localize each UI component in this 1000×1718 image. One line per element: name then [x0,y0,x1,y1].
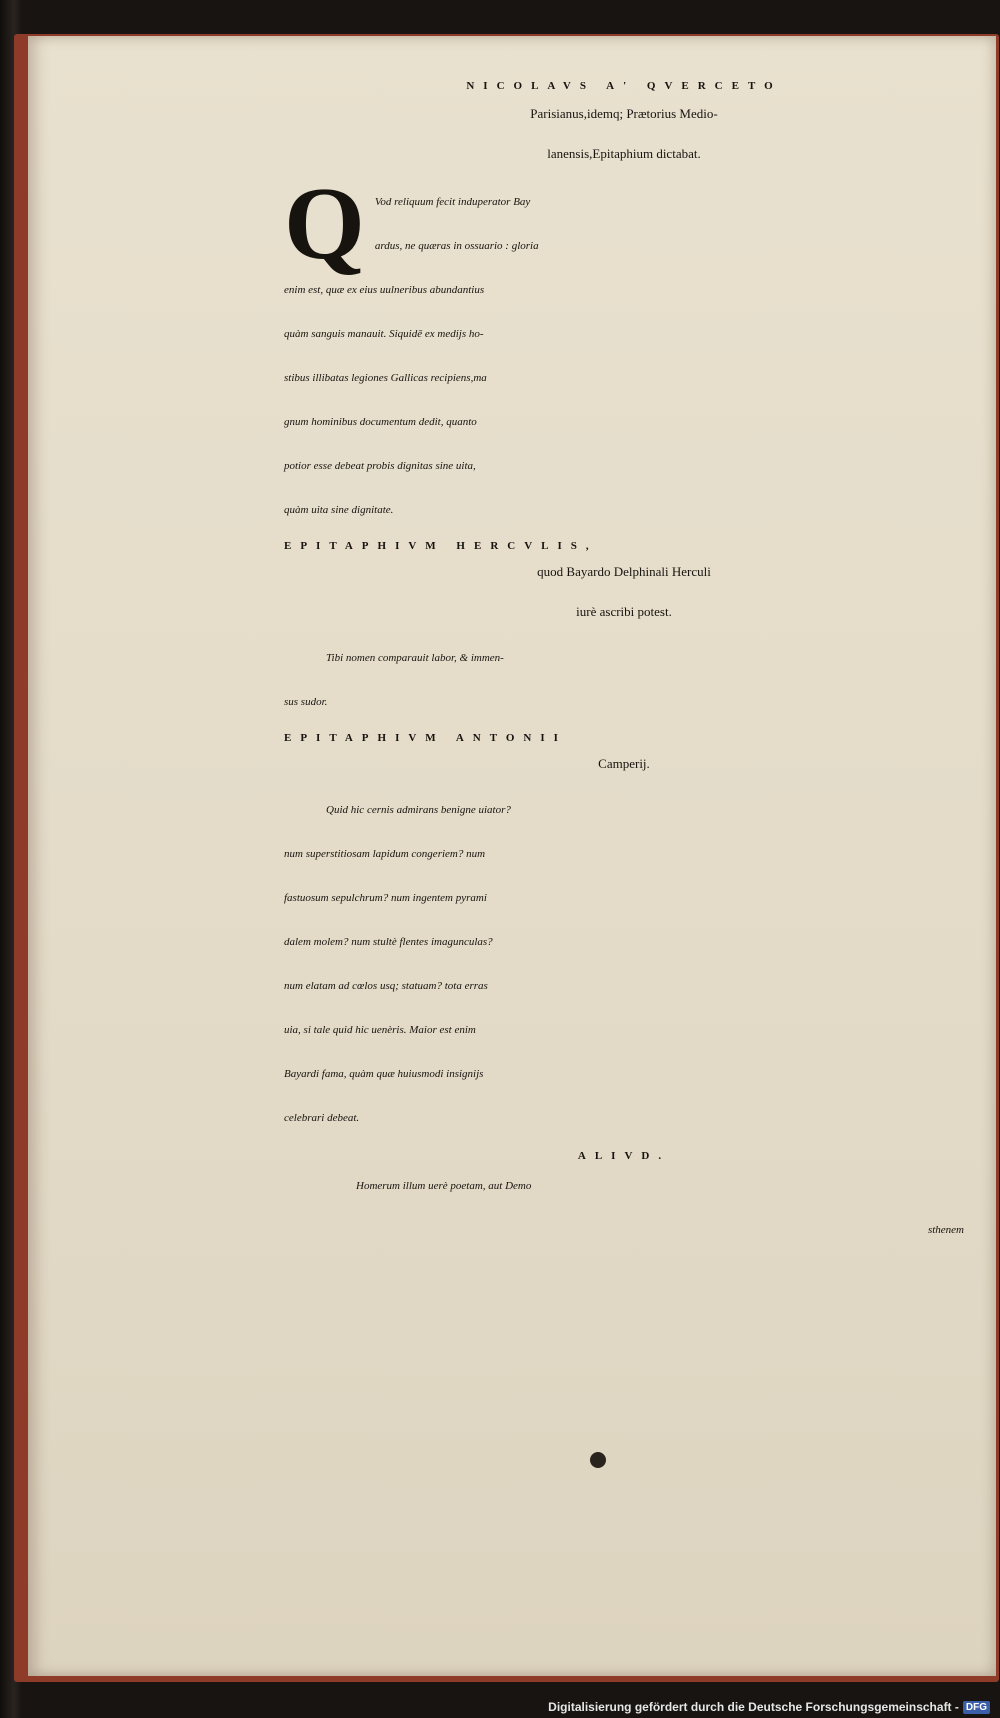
text-line: Vod reliquum fecit induperator Bay [374,196,531,208]
text-line: num elatam ad cœlos usq; statuam? tota erras [284,980,488,992]
epitaph-antonii-text [284,788,964,1140]
epitaph-hercules-sub-2: iurè ascribi potest. [576,604,672,619]
epitaph-hercules-sub-1: quod Bayardo Delphinali Herculi [537,564,711,579]
text-line: Bayardi fama, quàm quæ huiusmodi insignijs [284,1068,484,1080]
text-line: Homerum illum uerè poetam, aut Demo [356,1180,532,1192]
heading-author: NICOLAVS A' QVERCETO [466,80,782,92]
text-line: sus sudor. [284,696,328,708]
text-line: stibus illibatas legiones Gallicas recipiens,ma [284,372,487,384]
text-line: ardus, ne quæras in ossuario : gloria [374,240,539,252]
drop-cap: Q [284,166,365,281]
paragraph-bayard [284,166,964,532]
epitaph-hercules-title: EPITAPHIVM HERCVLIS, [284,540,598,552]
text-line: celebrari debeat. [284,1112,360,1124]
text-line: dalem molem? num stultè flentes imagunculas? [284,936,493,948]
text-line: quàm uita sine dignitate. [284,504,394,516]
heading-line-3: lanensis,Epitaphium dictabat. [547,146,701,161]
text-line: fastuosum sepulchrum? num ingentem pyrami [284,892,487,904]
epitaph-antonii-title: EPITAPHIVM ANTONII [284,732,567,744]
text-line: num superstitiosam lapidum congeriem? num [284,848,486,860]
heading-line-2: Parisianus,idemq; Prætorius Medio- [530,106,718,121]
page-text [284,80,964,1252]
text-line: uia, si tale quid hic uenèris. Maior est enim [284,1024,476,1036]
catchword: sthenem [927,1224,964,1236]
page-ornament-dot [590,1452,606,1468]
text-line: enim est, quæ ex eius uulneribus abundantius [284,284,485,296]
text-line: quàm sanguis manauit. Siquidē ex medijs ho- [284,328,484,340]
dfg-logo: DFG [963,1701,990,1714]
epitaph-antonii-sub: Camperij. [598,756,650,771]
text-line: gnum hominibus documentum dedit, quanto [284,416,477,428]
aliud-title: ALIVD. [577,1150,671,1162]
text-line: Tibi nomen comparauit labor, & immen- [326,652,504,664]
text-line: potior esse debeat probis dignitas sine uita, [284,460,476,472]
text-line: Quid hic cernis admirans benigne uiator? [326,804,511,816]
aliud-text [284,1164,964,1252]
epitaph-hercules-text [284,636,964,724]
credit-text: Digitalisierung gefördert durch die Deutsche Forschungsgemeinschaft - [548,1700,959,1714]
digitization-credit [548,1700,990,1714]
